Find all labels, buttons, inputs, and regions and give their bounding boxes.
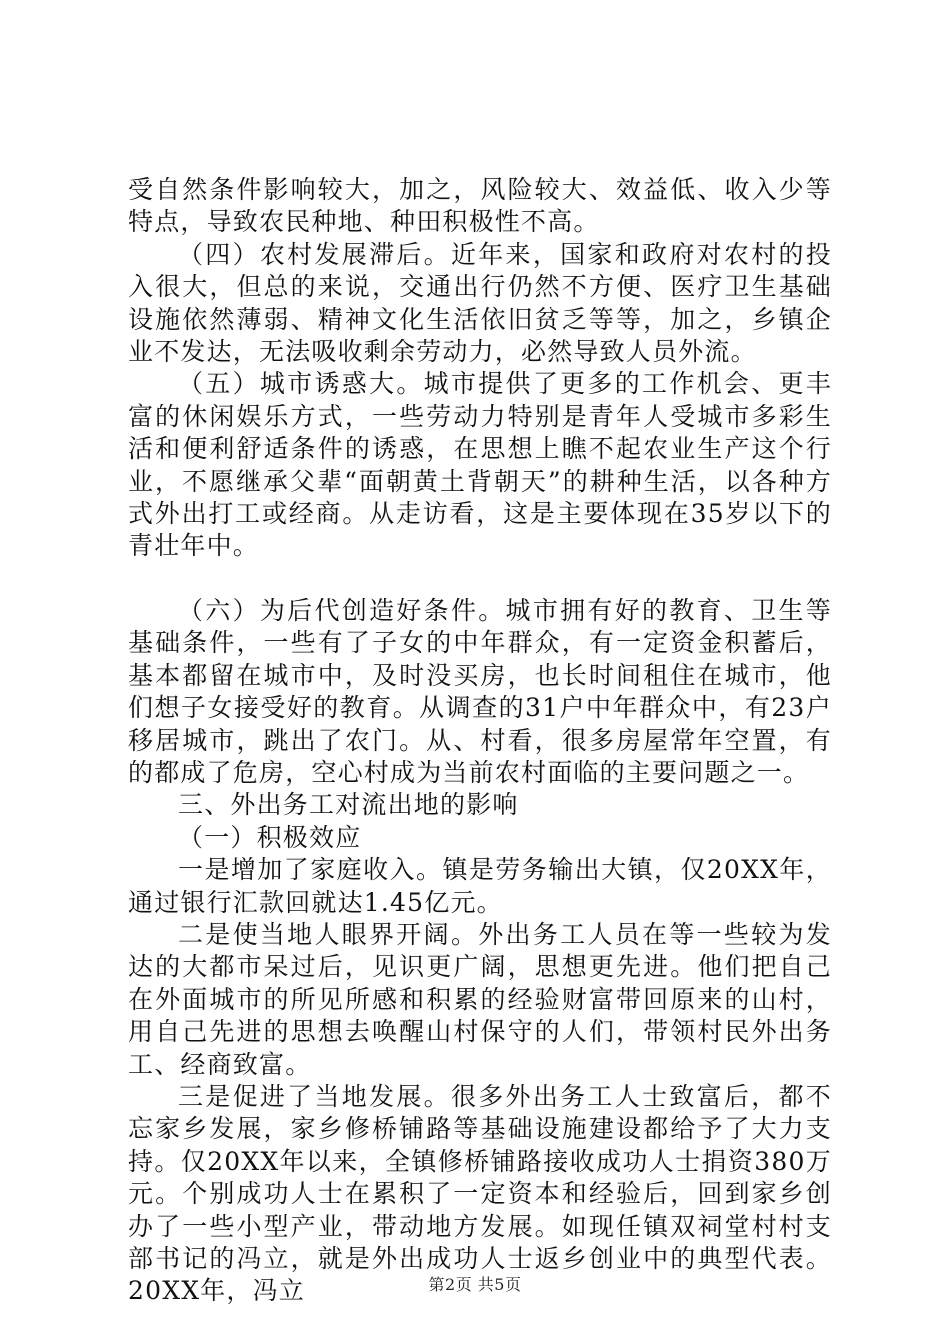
- paragraph-point-1: 一是增加了家庭收入。镇是劳务输出大镇，仅20XX年，通过银行汇款回就达1.45亿元。: [128, 855, 832, 917]
- paragraph-point-3: 三是促进了当地发展。很多外出务工人士致富后，都不忘家乡发展，家乡修桥铺路等基础设施建设都给予了大力支持。仅20XX年以来，全镇修桥铺路接收成功人士捐资380万元。个别成功人士在累积了一定资本和经验后，回到家乡创办了一些小型产业，带动地方发展。如现任镇双祠堂村村支部书记的冯立，就是外出成功人士返乡创业中的典型代表。20XX年，冯立: [128, 1081, 832, 1306]
- subsection-heading-positive: （一）积极效应: [178, 822, 362, 852]
- page-footer: 第2页 共5页: [428, 1275, 522, 1294]
- document-body: [128, 174, 832, 1308]
- paragraph-section-5: （五）城市诱惑大。城市提供了更多的工作机会、更丰富的休闲娱乐方式，一些劳动力特别是青年人受城市多彩生活和便利舒适条件的诱惑，在思想上瞧不起农业生产这个行业，不愿继承父辈“面朝黄土背朝天”的耕种生活，以各种方式外出打工或经商。从走访看，这是主要体现在35岁以下的青壮年中。: [128, 369, 832, 561]
- paragraph-section-6: （六）为后代创造好条件。城市拥有好的教育、卫生等基础条件，一些有了子女的中年群众，有一定资金积蓄后，基本都留在城市中，及时没买房，也长时间租住在城市，他们想子女接受好的教育。从调查的31户中年群众中，有23户移居城市，跳出了农门。从、村看，很多房屋常年空置，有的都成了危房，空心村成为当前农村面临的主要问题之一。: [128, 595, 832, 787]
- paragraph-point-2: 二是使当地人眼界开阔。外出务工人员在等一些较为发达的大都市呆过后，见识更广阔，思想更先进。他们把自己在外面城市的所见所感和积累的经验财富带回原来的山村，用自己先进的思想去唤醒山村保守的人们，带领村民外出务工、经商致富。: [128, 919, 832, 1079]
- paragraph-continuation: 受自然条件影响较大，加之，风险较大、效益低、收入少等特点，导致农民种地、种田积极性不高。: [128, 175, 832, 237]
- paragraph-section-4: （四）农村发展滞后。近年来，国家和政府对农村的投入很大，但总的来说，交通出行仍然不方便、医疗卫生基础设施依然薄弱、精神文化生活依旧贫乏等等，加之，乡镇企业不发达，无法吸收剩余劳动力，必然导致人员外流。: [128, 239, 832, 367]
- section-heading-3: 三、外出务工对流出地的影响: [178, 790, 519, 820]
